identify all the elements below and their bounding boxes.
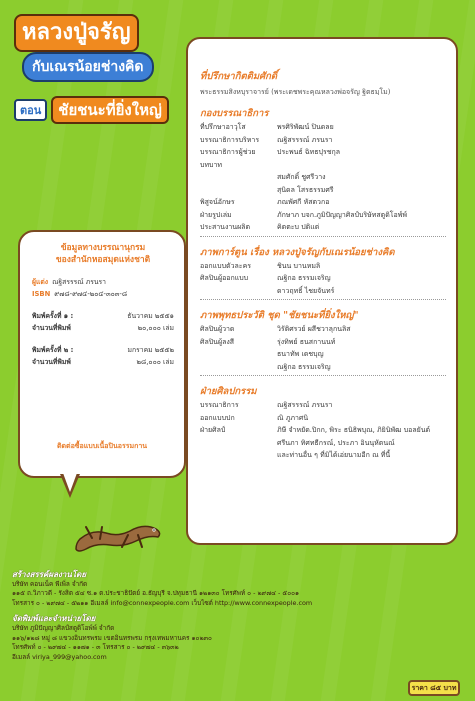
bubble-tail-inner — [63, 473, 77, 492]
credit-name: สุนิดล โสรธรรมศรี — [277, 185, 334, 194]
credit-role: ออกแบบตัวละคร — [200, 261, 252, 270]
credit-role: ศิลปินผู้ลงสี — [200, 337, 235, 346]
credit-row — [200, 399, 446, 412]
art-list — [200, 399, 446, 462]
divider — [200, 299, 446, 300]
divider — [200, 375, 446, 376]
credit-name: ประพนธ์ ฉิทธปุรชกุล — [277, 148, 340, 156]
credit-row — [200, 348, 446, 361]
credit-name: ณฐิกอ ธรรมเจริญ — [277, 362, 331, 371]
credit-name: ณฐิสรรรณ์ ภรนรา — [277, 135, 333, 144]
credit-row — [200, 272, 446, 285]
story-list — [200, 260, 446, 298]
editorial-list — [200, 121, 446, 234]
advisor-name: พระธรรมสิงหบุราจารย์ (พระเดชพระคุณหลวงพ่อจรัญ ฐิตธมฺโม) — [200, 88, 391, 96]
catalog-isbn: ISBN ๙๗๘-๙๗๔-๒๐๔-๓๐๓-๘ — [32, 290, 128, 298]
catalog-bubble — [18, 230, 186, 478]
history-heading: ภาพพุทธประวัติ ชุด "ชัยชนะที่ยิ่งใหญ่" — [200, 310, 359, 321]
credit-row — [200, 121, 446, 134]
credit-row — [200, 134, 446, 147]
credit-role: บรรณาธิการบริหาร — [200, 135, 260, 144]
credit-role — [200, 285, 277, 298]
logo-episode — [14, 96, 169, 124]
credit-row — [200, 209, 446, 222]
credit-row — [200, 323, 446, 336]
credit-name: ภณพัศกี หัสตวกอ — [277, 198, 330, 206]
creator-line: โทรสาร ๐ - ๒๙๗๔ - ๕๒๑๑ อีเมลล์ info@connexpeople.com เว็บไซต์ http://www.connexpeople.com — [12, 598, 313, 607]
distributor-line: ๑๑๖/๑๒๘ หมู่ ๘ แขวงอินทรพรม เขตอินทรพรม กรุงเทพมหานคร ๑๐๒๓๐ — [12, 633, 212, 642]
print-1: พิมพ์ครั้งที่ ๑ : ธันวาคม ๒๕๕๑ — [32, 312, 174, 320]
credit-name: คิตตะบ ปติแต่ — [277, 223, 320, 231]
credit-row — [200, 336, 446, 349]
credit-row — [200, 171, 446, 184]
credit-row — [200, 184, 446, 197]
credit-name: ณฐิกอ ธรรมเจริญ — [277, 274, 331, 282]
credit-name: สมศักดิ์ ชูศรีวาง — [277, 173, 326, 181]
divider — [200, 236, 446, 237]
art-heading: ฝ่ายศิลปกรรม — [200, 386, 257, 397]
catalog-footer: ติดต่อซื้อแบบเนื้อปินอรรมกาน — [56, 442, 148, 450]
credit-role: ฝ่ายรูปเล่ม — [200, 210, 232, 219]
credit-name: ธนาทัพ เดชบุญ — [277, 350, 324, 358]
creator-line: ๑๑๕ ถ.วิภาวดี - รังสิต ๕๔ ซ.๑ ต.ประชาธิปัตย์ อ.ธัญบุรี จ.ปทุมธานี ๑๒๑๓๐ โทรศัพท์ ๐ - ๒๙๗๔ - ๕๐๐๑ — [12, 589, 300, 598]
credit-row — [200, 221, 446, 234]
credit-role: ศิลปินผู้วาด — [200, 325, 235, 333]
logo-series: กับเณรน้อยช่างคิด — [22, 52, 154, 82]
credit-role: บรรณาธิการ — [200, 401, 239, 409]
credit-row — [200, 146, 446, 171]
story-heading: ภาพการ์ตูน เรื่อง หลวงปู่จรัญกับเณรน้อยช่างคิด — [200, 246, 395, 258]
publisher-info — [12, 570, 392, 662]
credit-name: รุ่งทิพย์ ธนสกานนท์ — [277, 337, 336, 346]
credit-name: ดาวฤทธิ์ ไชยจันทร์ — [277, 286, 335, 295]
credit-name: ชินน บานหมลิ — [277, 261, 321, 270]
distributor-line: อีเมลล์ viriya_999@yahoo.com — [12, 652, 107, 661]
credit-role — [200, 437, 277, 450]
credit-row — [200, 424, 446, 437]
creator-line: บริษัท คอนเน็ค พีเพิ่ล จำกัด — [12, 579, 88, 588]
credits-panel — [186, 37, 458, 545]
credit-role — [200, 184, 277, 197]
catalog-title-2: ของสำนักหอสมุดแห่งชาติ — [55, 255, 151, 265]
history-list — [200, 323, 446, 373]
print-2: พิมพ์ครั้งที่ ๒ : มกราคม ๒๕๕๒ — [32, 346, 174, 354]
credit-role: ศิลปินผู้ออกแบบ — [200, 274, 249, 282]
credit-name: พรศิริพัฒน์ ปินดลย — [277, 123, 334, 131]
credit-name: ภักษาภ บจก.ภูมิปัญญาศิลป์บริษัทสตูดิโอพ์พ์ — [277, 210, 407, 219]
credit-row — [200, 260, 446, 273]
credit-role: ประสานงานผลิต — [200, 223, 251, 231]
book-logo — [14, 14, 174, 134]
credit-role — [200, 361, 277, 374]
credit-role: ที่ปรึกษาอาวุโส — [200, 123, 246, 131]
credit-row — [200, 449, 446, 462]
credit-role: ฝ่ายศิลป์ — [200, 426, 226, 434]
credit-row — [200, 285, 446, 298]
distributor-heading: จัดพิมพ์และจำหน่ายโดย — [12, 614, 96, 624]
credit-name: ณิ ภูภาศนิ — [277, 413, 309, 422]
credit-name: ณฐิสรรรณ์ ภรนรา — [277, 401, 333, 409]
credit-name: วิรัติศรวย์ ผสีชวาลุกนลิส — [277, 325, 351, 333]
logo-episode-tag: ตอน — [14, 99, 47, 121]
credit-row — [200, 196, 446, 209]
credit-row — [200, 361, 446, 374]
print-1-qty: จำนวนที่พิมพ์ ๒๐,๐๐๐ เล่ม — [32, 324, 174, 332]
credit-role — [200, 449, 277, 462]
distributor-line: โทรศัพท์ ๐ - ๒๙๗๔ - ๑๑๗๑ - ๓ โทรสาร ๐ - ๒๙๗๔ - ๓๖๓๒ — [12, 643, 179, 652]
credit-name: และท่านอื่น ๆ ที่มิได้เอ่ยนามอีก ณ ที่นี้ — [277, 451, 391, 459]
creator-heading: สร้างสรรค์ผลงานโดย — [12, 570, 87, 579]
credit-role: ออกแบบปก — [200, 413, 235, 422]
editorial-heading: กองบรรณาธิการ — [200, 108, 269, 119]
credit-name: ศรีนภา ทิศทธีกรณ์, ประภา อินนุหัตนณ์ — [277, 438, 395, 447]
credit-row — [200, 437, 446, 450]
advisor-heading: ที่ปรึกษากิตติมศักดิ์ — [200, 71, 278, 82]
credit-role — [200, 348, 277, 361]
distributor-line: บริษัท ภูมิปัญญาศิลป์สตูดิโอพ์พ์ จำกัด — [12, 623, 115, 632]
catalog-title-1: ข้อมูลทางบรรณานุกรม — [60, 243, 146, 253]
credit-row — [200, 412, 446, 425]
logo-episode-title: ชัยชนะที่ยิ่งใหญ่ — [51, 96, 168, 124]
credit-role: พิสูจน์อักษร — [200, 198, 235, 206]
catalog-author: ผู้แต่ง ณฐิสรรรณ์ ภรนรา — [32, 278, 106, 286]
credit-name: ภิษี จำหยัด.ปิกก, พิระ ธนิธิพบุณ, ภิยินิพัฒ บอลยันต์ — [277, 426, 431, 434]
credit-role: บรรณาธิการผู้ช่วยบทบาท — [200, 148, 256, 169]
logo-title: หลวงปู่จรัญ — [14, 14, 139, 52]
credit-role — [200, 171, 277, 184]
price-badge: ราคา ๘๕ บาท — [408, 680, 460, 696]
lizard-icon — [72, 505, 172, 560]
print-2-qty: จำนวนที่พิมพ์ ๒๘,๐๐๐ เล่ม — [32, 358, 174, 366]
